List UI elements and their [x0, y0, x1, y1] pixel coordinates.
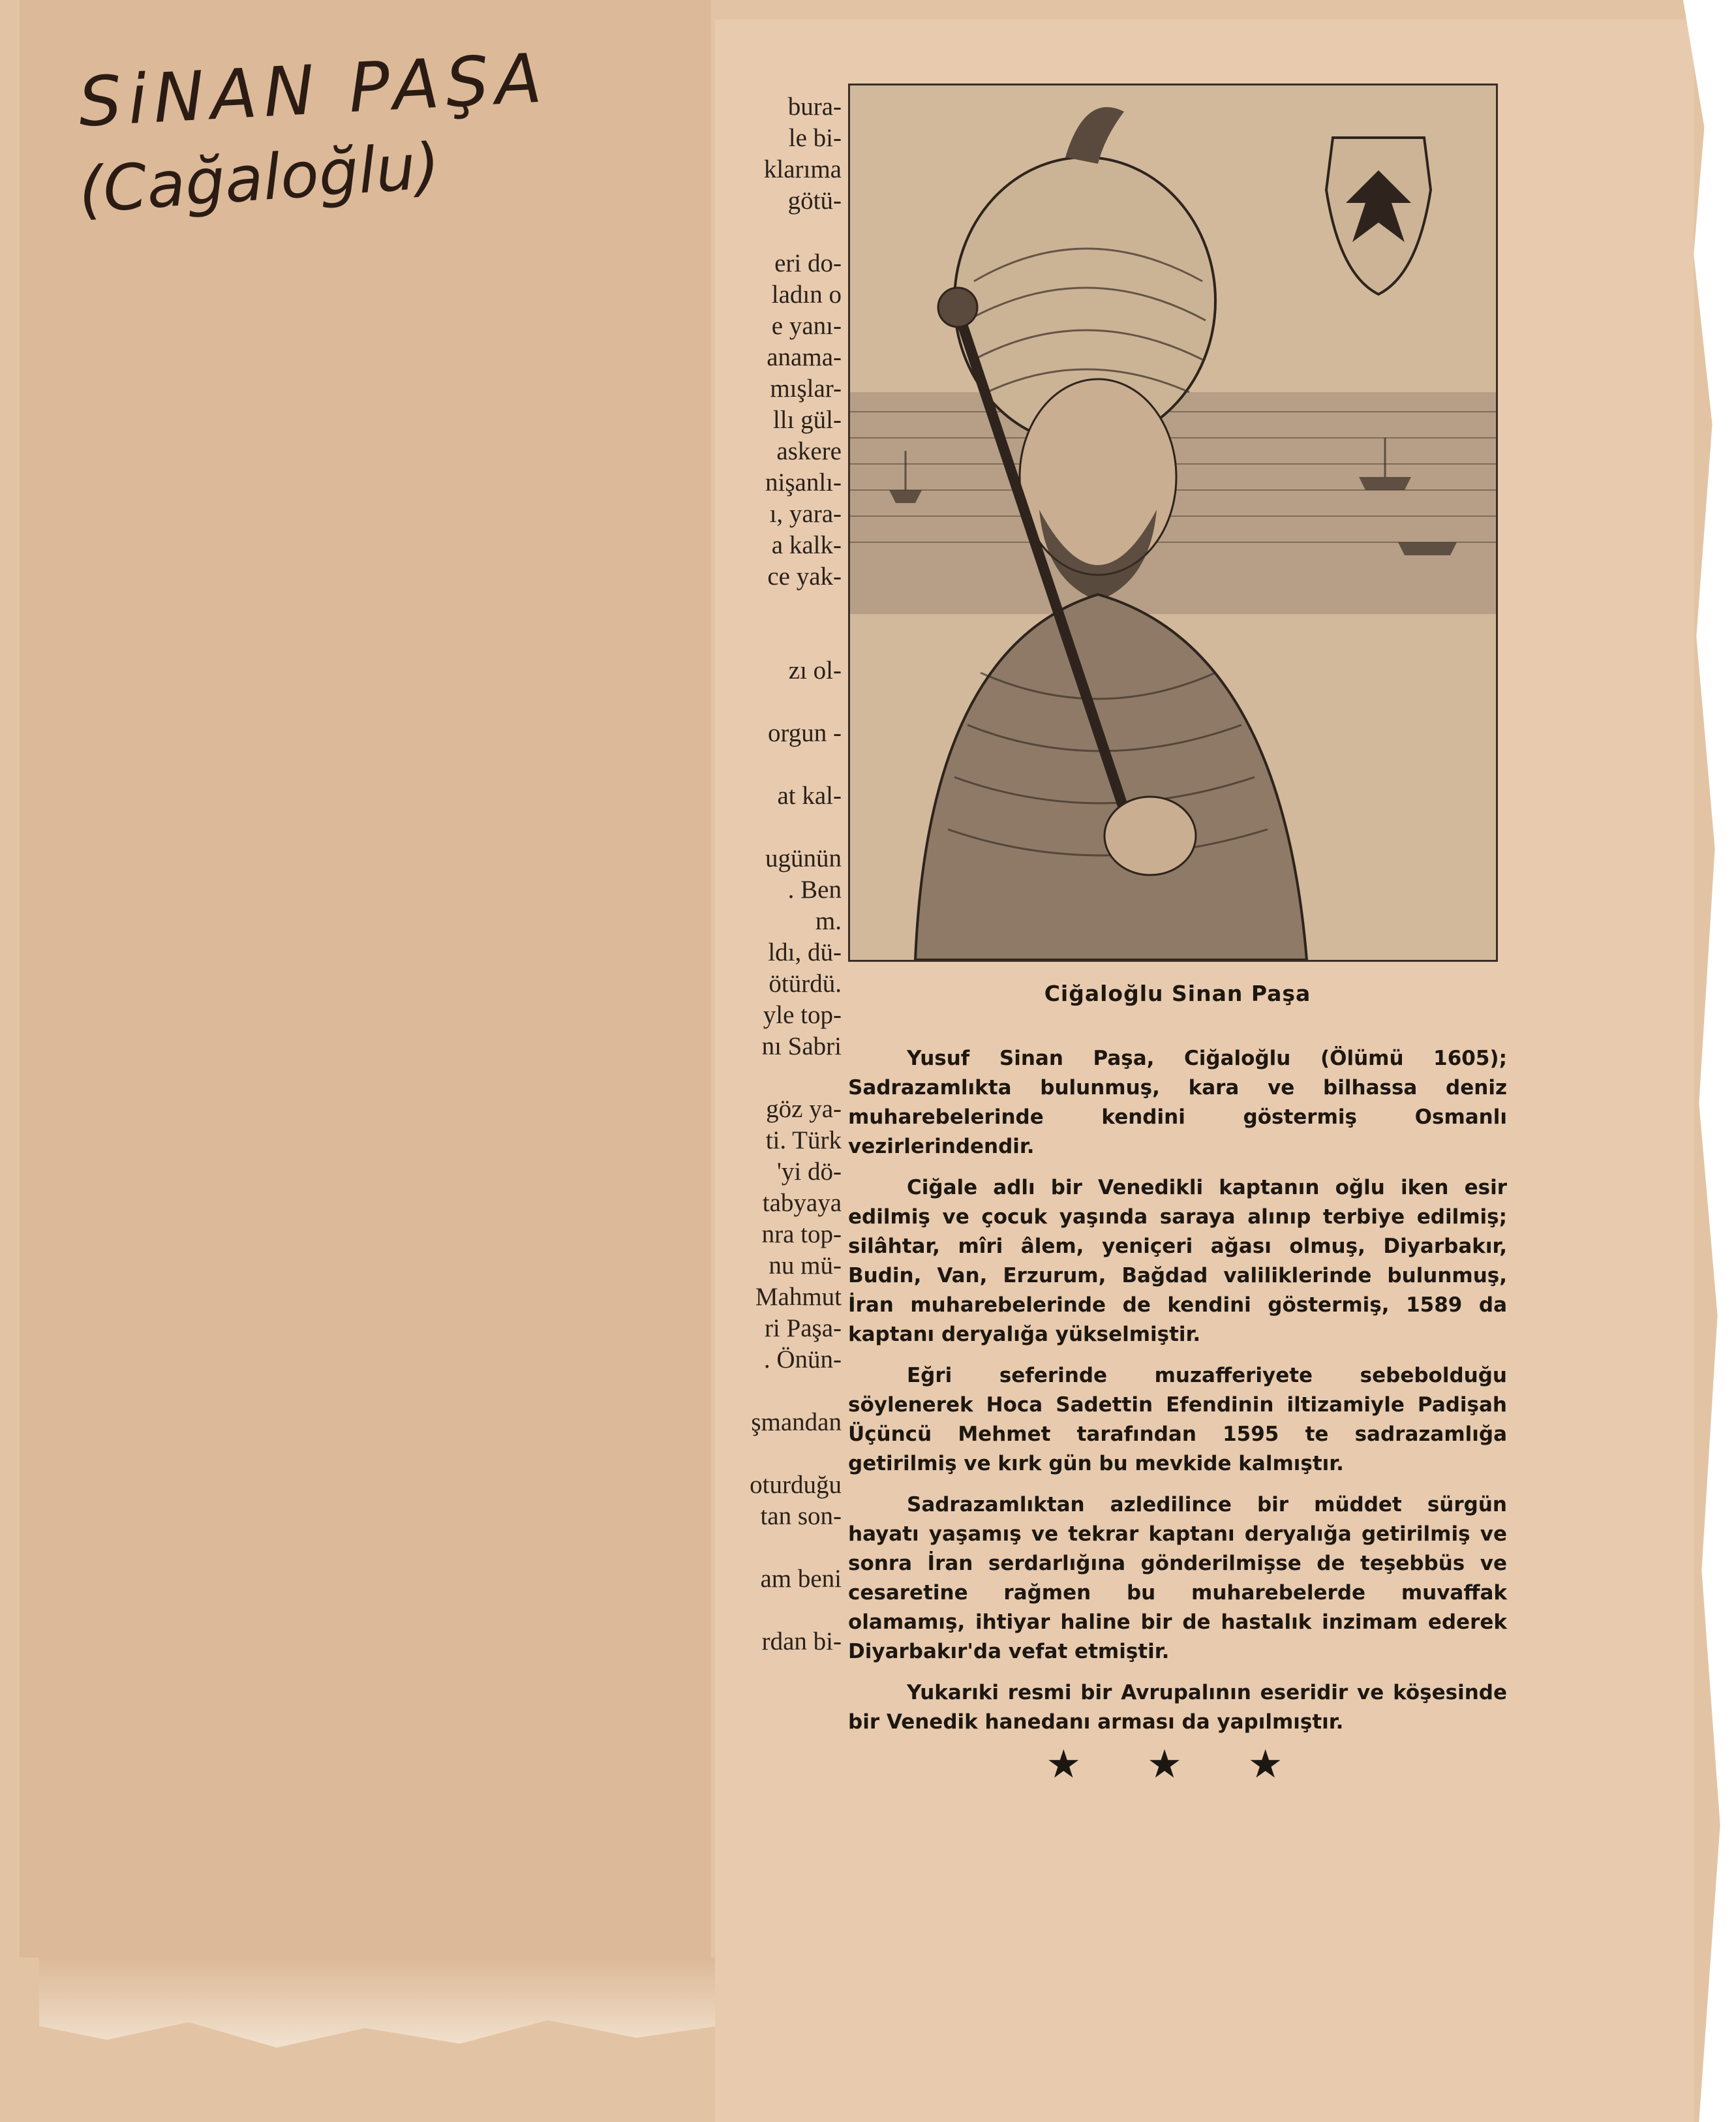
left-column-line: klarıma — [763, 155, 842, 183]
left-column-line: ri Paşa- — [764, 1314, 842, 1342]
left-column-line: rdan bi- — [761, 1627, 842, 1655]
left-column-line: bura- — [787, 93, 842, 121]
left-column-line: ötürdü. — [769, 970, 842, 998]
left-column-line: eri do- — [774, 249, 842, 277]
left-column-line: m. — [815, 907, 842, 935]
left-column-line: askere — [776, 437, 842, 465]
left-column-line: le bi- — [788, 124, 842, 152]
left-column-line: a kalk- — [771, 531, 842, 559]
portrait-illustration — [850, 85, 1496, 960]
left-column-line: at kal- — [777, 782, 842, 810]
scepter-head — [938, 288, 977, 327]
handwritten-note — [76, 38, 574, 228]
left-column-line: orgun - — [767, 719, 842, 747]
left-column-line: ugünün — [765, 844, 842, 872]
left-column-line: llı gül- — [772, 406, 842, 434]
left-column-line: oturduğu — [750, 1471, 842, 1499]
left-column-line: tabyaya — [762, 1189, 842, 1217]
left-column-text — [692, 91, 842, 1657]
left-column-line: nı Sabri — [761, 1032, 842, 1060]
portrait-caption: Ciğaloğlu Sinan Paşa — [1044, 981, 1311, 1006]
left-column-line — [692, 624, 842, 655]
left-column-line: e yanı- — [771, 312, 842, 340]
left-column-line — [692, 217, 842, 248]
left-column-line — [692, 1532, 842, 1563]
left-column-line — [692, 592, 842, 624]
left-column-line: ı, yara- — [769, 500, 842, 528]
left-column-line: . Ben — [787, 876, 842, 904]
hand — [1104, 797, 1196, 875]
left-column-line — [692, 749, 842, 780]
backing-sheet — [20, 0, 711, 1958]
left-column-line: anama- — [767, 343, 842, 371]
left-column-line — [692, 1438, 842, 1469]
left-column-line — [692, 1595, 842, 1626]
engraved-portrait — [848, 84, 1498, 962]
left-column-line — [692, 1062, 842, 1094]
left-column-line: am beni — [760, 1565, 842, 1593]
article-paragraph-5: Yukarıki resmi bir Avrupalının eseridir ve köşesinde bir Venedik hanedanı arması da yapılmıştır. — [848, 1681, 1507, 1734]
left-column-line: ladın o — [771, 281, 842, 309]
left-column-line: nra top- — [761, 1220, 842, 1248]
article-paragraph-3: Eğri seferinde muzafferiyete sebebolduğu söylenerek Hoca Sadettin Efendinin iltizamiyle Padişah Üçüncü Mehmet tarafından 1595 te sadrazamlığa getirilmiş ve kırk gün bu mevkide kalmıştır. — [848, 1364, 1507, 1475]
left-column-line: 'yi dö- — [776, 1158, 842, 1186]
left-column-line: ce yak- — [767, 562, 842, 591]
left-column-line: götü- — [787, 187, 842, 215]
left-column-line — [692, 1376, 842, 1407]
left-column-line — [692, 686, 842, 718]
left-column-line: zı ol- — [788, 656, 842, 684]
left-column-line: mışlar- — [770, 375, 842, 403]
left-column-line: göz ya- — [766, 1095, 842, 1123]
left-column-line: tan son- — [760, 1502, 842, 1530]
handwritten-title: SiNAN PAŞA — [76, 38, 551, 142]
section-stars: ★ ★ ★ — [1046, 1742, 1309, 1787]
article-paragraph-4: Sadrazamlıktan azledilince bir müddet sürgün hayatı yaşamış ve tekrar kaptanı deryalığa getirilmiş ve sonra İran serdarlığına gönderilmişse de teşebbüs ve cesaretine rağmen bu muharebelerde muvaffak olamamış, ihtiyar haline bir de hastalık inzimam ederek Diyarbakır'da vefat etmiştir. — [848, 1493, 1507, 1663]
left-column-line: şmandan — [751, 1408, 842, 1436]
left-column-line: ti. Türk — [765, 1126, 842, 1154]
left-column-line: . Önün- — [763, 1345, 842, 1374]
article-paragraph-1: Yusuf Sinan Paşa, Ciğaloğlu (Ölümü 1605); Sadrazamlıkta bulunmuş, kara ve bilhassa deniz muharebelerinde kendini göstermiş Osmanlı vezirlerindendir. — [848, 1047, 1507, 1158]
article — [848, 979, 1507, 1787]
face — [1020, 379, 1176, 575]
left-column-line: nu mü- — [769, 1252, 842, 1280]
handwritten-subtitle: (Cağaloğlu) — [76, 129, 442, 228]
left-column-line: Mahmut — [755, 1283, 842, 1311]
left-column-line: ldı, dü- — [768, 938, 842, 966]
left-column-line: nişanlı- — [765, 469, 842, 497]
left-column-line — [692, 812, 842, 843]
left-column-line: yle top- — [763, 1001, 842, 1029]
article-paragraph-2: Ciğale adlı bir Venedikli kaptanın oğlu iken esir edilmiş ve çocuk yaşında saraya alınıp terbiye edilmiş; silâhtar, mîri âlem, yeniçeri ağası olmuş, Diyarbakır, Budin, Van, Erzurum, Bağdad valiliklerinde bulunmuş, İran muharebelerinde de kendini göstermiş, 1589 da kaptanı deryalığa yükselmiştir. — [848, 1176, 1507, 1346]
